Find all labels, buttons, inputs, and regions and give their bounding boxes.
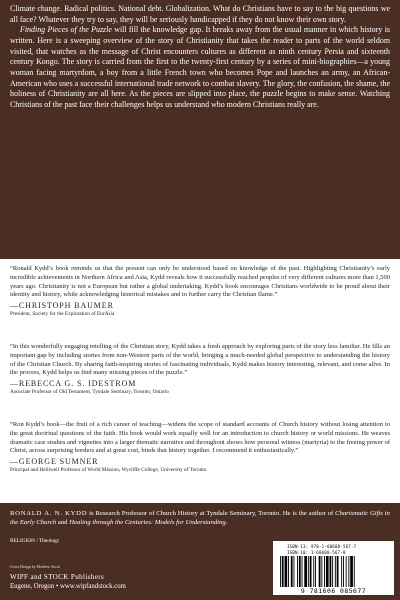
- endorsement-quote: “In this wonderfully engaging retelling of the Christian story, Kydd takes a fresh approach by exploring parts of the story less familiar. He fills an important gap by including stories from non-Western parts of the world, bringing a much-needed global perspective to understanding the history of the Christian Church. By sharing faith-inspiring stories of fascinating individuals, Kydd makes history interesting, relevant, and come alive. In the process, Kydd helps us find many missing pieces of the puzzle.”: [10, 343, 390, 377]
- barcode-bar: [313, 556, 314, 587]
- author-bio-end: .: [225, 519, 228, 527]
- endorsement-quote: “Ronald Kydd’s book reminds us that the present can only be understood based on knowledge of the past. Highlighting Christianity’s early incredible achievements in Northern Africa and Asia, Kydd reveals how it successfully reached peoples of very different cultures more than 1,500 years ago. Christianity is not a European but rather a global undertaking. Kydd’s book encourages Christians worldwide to be proud about their identity and history, while acknowledging historical mistakes and to further carry the Christian flame.”: [10, 265, 390, 299]
- isbn-13: ISBN-13: 978-1-60608-567-7: [287, 544, 357, 549]
- endorsement: [10, 343, 390, 396]
- barcode-bar: [330, 556, 332, 587]
- barcode-bar: [348, 556, 349, 587]
- subject-category: RELIGION / Theology: [10, 538, 60, 544]
- author-bio-joiner: and: [56, 519, 70, 527]
- barcode-bar: [343, 556, 344, 587]
- intro-paragraph-2-text: will fill the knowledge gap. It breaks away from the usual manner in which history is written. Here is a sweeping overview of the story of Christianity that takes the reader to parts of the world seldom visited, that watches as the message of Christ encounters cultures as different as ninth century Persia and sixteenth century Kongo. The story is carried from the first to the twenty-first century by a series of mini-biographies—a young woman facing martyrdom, a boy from a little French town who becomes Pope and launches an army, an African-American who uses a successful international trade network to combat slavery. The glory, the confusion, the shame, the holiness of Christianity are all here. As the pieces are slipped into place, the puzzle begins to make sense. Watching Christians of the past face their challenges helps us understand who modern Christians really are.: [10, 25, 390, 109]
- barcode-bar: [310, 556, 312, 587]
- cover-design-credit: Cover Design by Matthew Stock: [10, 565, 60, 569]
- barcode-bar: [282, 556, 284, 587]
- barcode-bar: [288, 556, 289, 587]
- publisher-location: Eugene, Oregon • www.wipfandstock.com: [10, 583, 126, 590]
- endorser-name: —GEORGE SUMNER: [10, 457, 99, 467]
- barcode-bar: [297, 556, 298, 587]
- book-title-1: Charismatic Gifts in the Early Church: [10, 510, 390, 527]
- endorsement: [10, 421, 390, 474]
- book-title-italic: Finding Pieces of the Puzzle: [20, 25, 112, 35]
- barcode-bars: [280, 556, 387, 587]
- barcode-number: 9 781606 085677: [300, 587, 367, 595]
- barcode-bar: [326, 556, 329, 587]
- barcode-bar: [280, 556, 281, 587]
- barcode-bar: [335, 556, 336, 587]
- endorser-title: President, Society for the Exploration of EurAsia: [10, 310, 115, 317]
- book-title-2: Healing through the Centuries: Models for Understanding: [69, 519, 226, 527]
- barcode-bar: [308, 556, 309, 587]
- barcode-bar: [332, 556, 333, 587]
- endorser-title: Principal and Helliwell Professor of World Mission, Wycliffe College, University of Toronto: [10, 466, 207, 473]
- barcode-bar: [294, 556, 295, 587]
- barcode-bar: [337, 556, 339, 587]
- publisher-name: WIPF and STOCK Publishers: [10, 573, 105, 581]
- author-name: RONALD A. N. KYDD: [10, 510, 88, 517]
- barcode-bar: [304, 556, 307, 587]
- isbn-10: ISBN-10: 1-60608-567-0: [287, 550, 346, 555]
- barcode-bar: [299, 556, 301, 587]
- intro-paragraph-1: Climate change. Radical politics. National debt. Globalization. What do Christians have to say to the big questions we all face? Whatever they try to say, they will be seriously handicapped if they do not know their own story.: [10, 4, 390, 24]
- intro-text: [10, 4, 390, 256]
- endorsement: [10, 265, 390, 318]
- intro-paragraph-2: [10, 25, 390, 110]
- barcode-bar: [302, 556, 303, 587]
- barcode-bar: [285, 556, 288, 587]
- endorser-name: —CHRISTOPH BAUMER: [10, 301, 114, 311]
- author-bio: [10, 509, 390, 528]
- barcode-bar: [346, 556, 347, 587]
- endorsements-panel: [0, 259, 400, 503]
- barcode-bar: [350, 556, 353, 587]
- barcode-bar: [341, 556, 342, 587]
- endorser-name: —REBECCA G. S. IDESTROM: [10, 379, 137, 389]
- barcode-bar: [354, 556, 355, 587]
- author-bio-text: is Research Professor of Church History at Tyndale Seminary, Toronto. He is the author of: [87, 510, 336, 517]
- isbn-barcode: [273, 541, 394, 595]
- barcode-bar: [319, 556, 321, 587]
- barcode-bar: [324, 556, 325, 587]
- barcode-bar: [321, 556, 322, 587]
- barcode-bar: [291, 556, 293, 587]
- endorser-title: Associate Professor of Old Testament, Tyndale Seminary, Toronto, Ontario: [10, 388, 169, 395]
- endorsement-quote: “Ron Kydd’s book—the fruit of a rich career of teaching—widens the scope of standard accounts of Church history without losing attention to the great doctrinal questions of the faith. His book would work equally well for an introduction to church history or world missions. He weaves dramatic case studies and vignettes into a larger thematic narrative and throughout shows how personal witness (martyria) to the freeing power of Christ, across surprising borders and at great cost, binds that history together. I recommend it enthusiastically.”: [10, 421, 390, 455]
- barcode-bar: [315, 556, 316, 587]
